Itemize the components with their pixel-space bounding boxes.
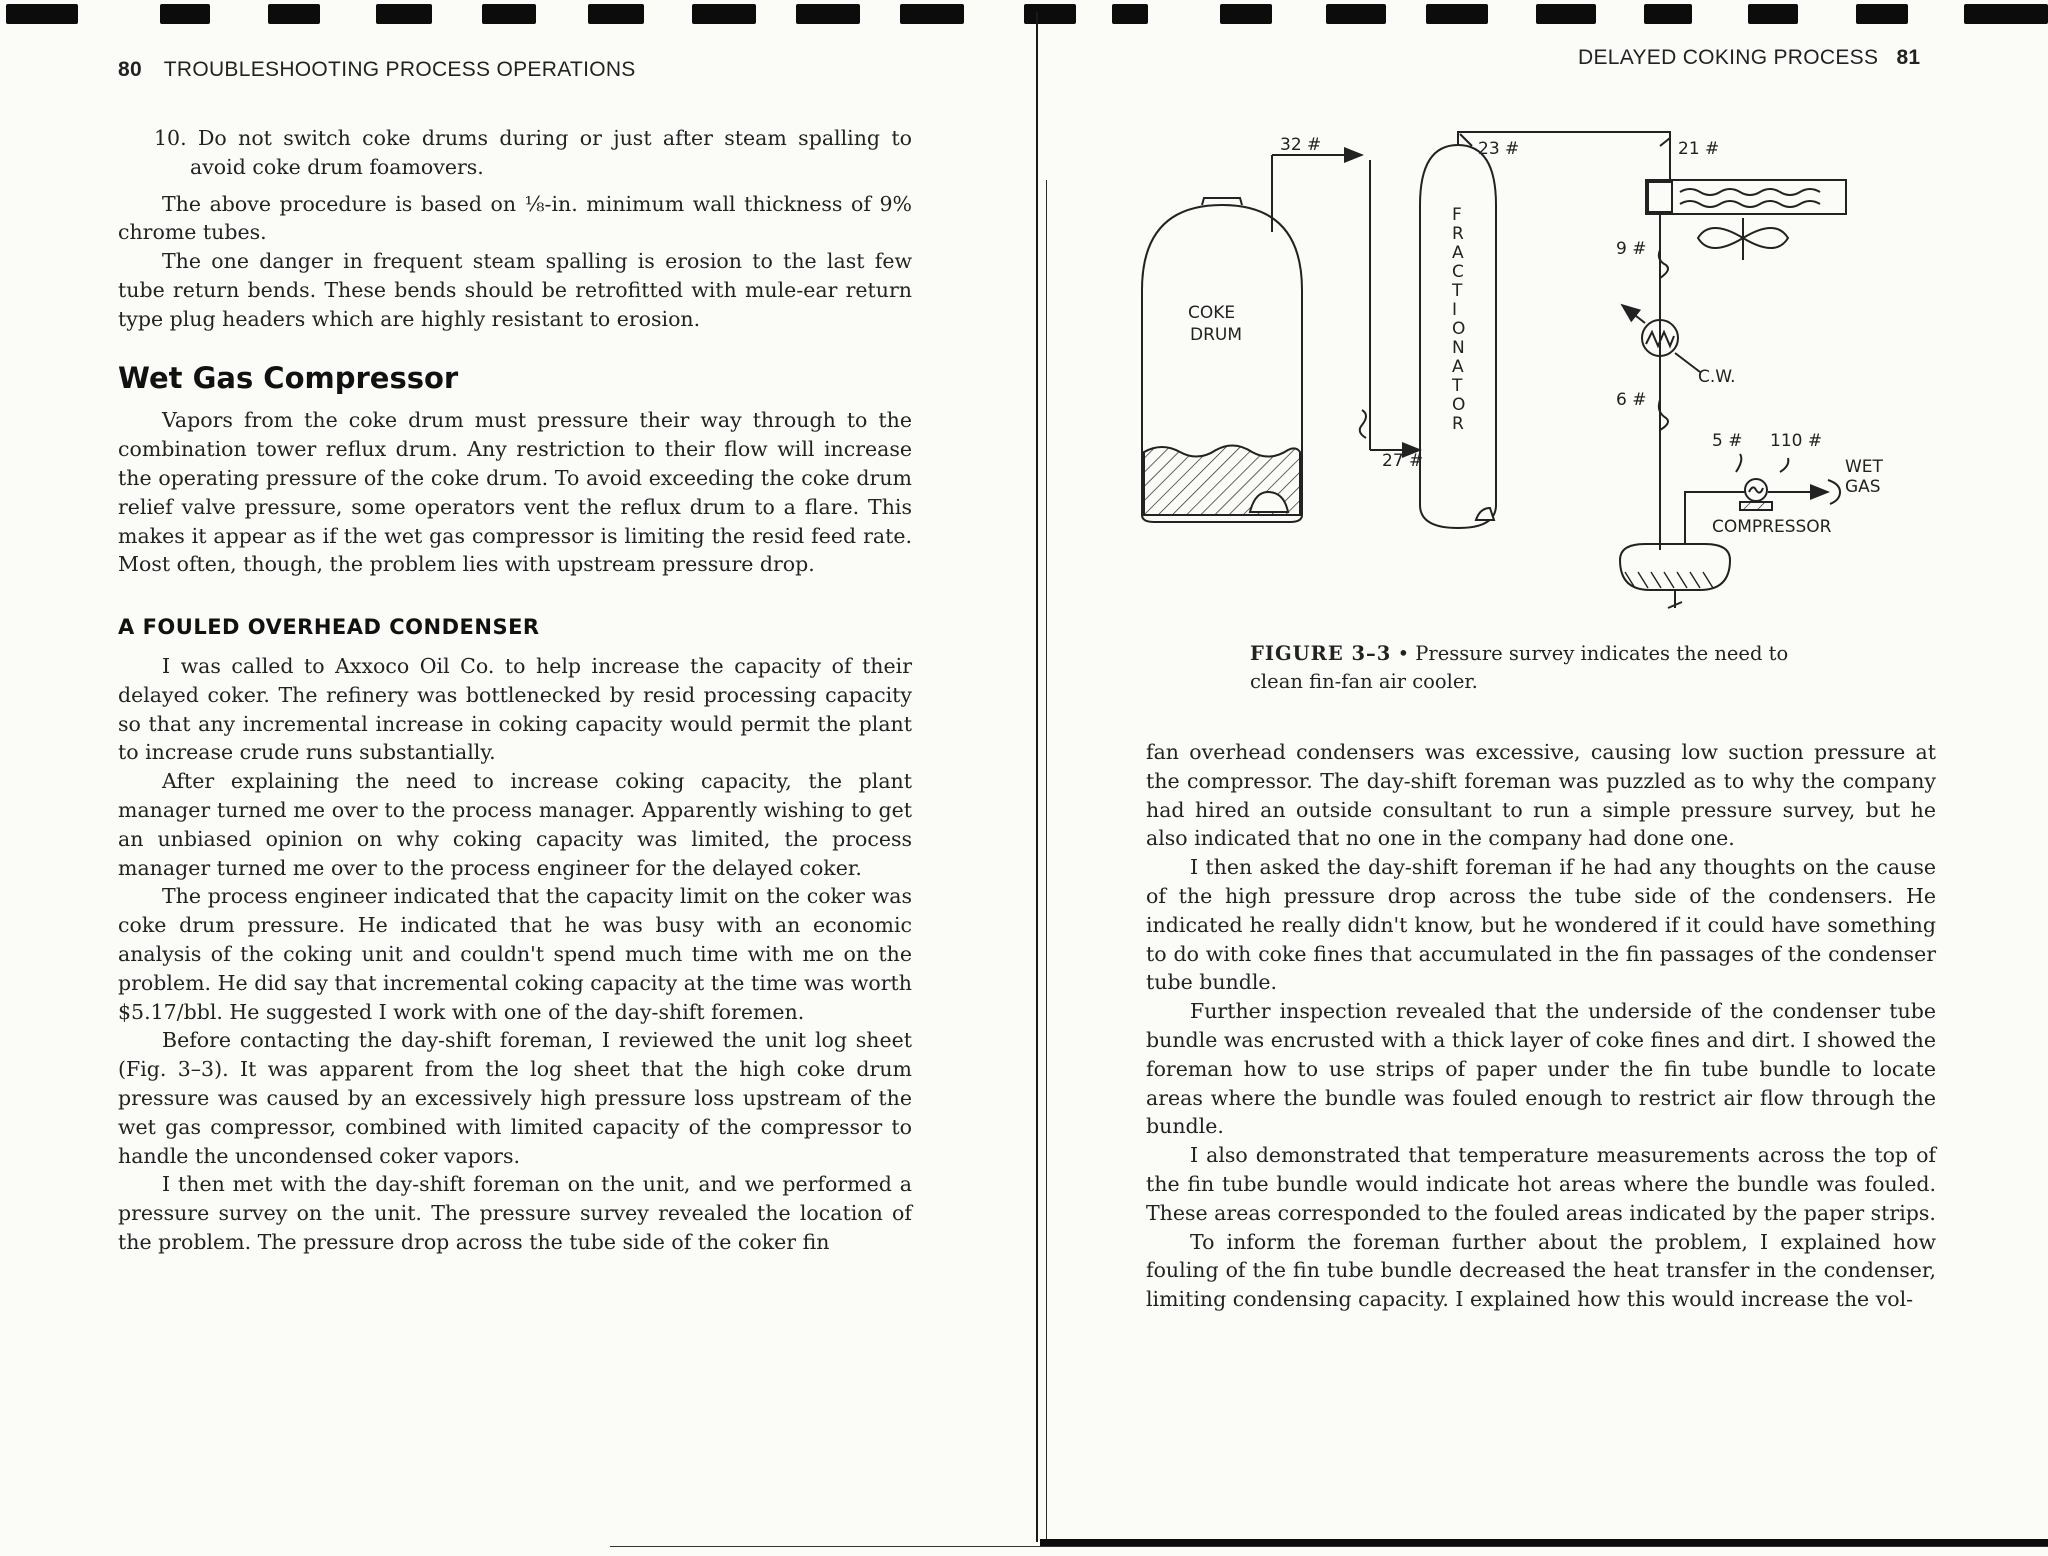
figure-caption [1250,640,1840,696]
paragraph: The above procedure is based on ⅛-in. minimum wall thickness of 9% chrome tubes. [118,191,912,245]
page-number-left: 80 [118,58,142,81]
coke-drum [1142,198,1302,522]
running-head-left [118,58,636,82]
paragraph: I then met with the day-shift foreman on the unit, and we performed a pressure survey on the unit. The pressure survey revealed the location of the problem. The pressure drop across the tube side of the coker fin [118,1172,912,1254]
bottom-edge-rule [1040,1539,2048,1546]
paragraph: After explaining the need to increase coking capacity, the plant manager turned me over to the process manager. Apparently wishing to get an unbiased opinion on why coking capacity was limited, the process manager turned me over to the process engineer for the delayed coker. [118,769,912,880]
gutter-line-secondary [1046,180,1047,1540]
paragraph: Vapors from the coke drum must pressure their way through to the combination tower reflux drum. Any restriction to their flow will increase the operating pressure of the coke drum. To avoid exceeding the coke drum relief valve pressure, some operators vent the reflux drum to a flare. This makes it appear as if the wet gas compressor is limiting the resid feed rate. Most often, though, the problem lies with upstream pressure drop. [118,408,912,577]
running-head-left-title: TROUBLESHOOTING PROCESS OPERATIONS [163,58,636,81]
pressure-6: 6 # [1616,390,1647,410]
pressure-32: 32 # [1280,135,1322,155]
compressor [1740,479,1772,510]
fractionator-letter: R [1452,414,1464,434]
label-compressor: COMPRESSOR [1712,517,1832,537]
section-heading-wet-gas-compressor: Wet Gas Compressor [118,360,459,395]
fractionator-letter: F [1452,205,1462,225]
left-page-body [118,124,912,1257]
pressure-110: 110 # [1770,431,1823,451]
subsection-heading-fouled-condenser: A FOULED OVERHEAD CONDENSER [118,615,540,640]
gutter-line [1036,12,1038,1542]
fractionator-letter: O [1452,319,1466,339]
running-head-right [1578,46,1920,70]
fractionator-letter: C [1452,262,1464,282]
fractionator-label [1451,205,1465,434]
list-item-10: 10. Do not switch coke drums during or just after steam spalling to avoid coke drum foamovers. [154,126,912,179]
pressure-23: 23 # [1478,139,1520,159]
reflux-drum [1620,544,1730,608]
paragraph: fan overhead condensers was excessive, causing low suction pressure at the compressor. The day-shift foreman was puzzled as to why the company had hired an outside consultant to run a simple pressure survey, but he also indicated that no one in the company had done one. [1146,740,1936,851]
paragraph: To inform the foreman further about the problem, I explained how fouling of the fin tube bundle decreased the heat transfer in the condenser, limiting condensing capacity. I explained how this would increase the vol- [1146,1229,1936,1312]
fractionator-letter: O [1452,395,1466,415]
paragraph: Before contacting the day-shift foreman, I reviewed the unit log sheet (Fig. 3–3). It was apparent from the log sheet that the high coke drum pressure was caused by an excessively high pressure loss upstream of the wet gas compressor, combined with limited capacity of the compressor to handle the uncondensed coker vapors. [118,1028,912,1168]
figure-3-3-diagram [1100,120,1960,640]
paragraph: The process engineer indicated that the capacity limit on the coker was coke drum pressure. He indicated that he was busy with an economic analysis of the coking unit and couldn't spend much time with me on the problem. He did say that incremental coking capacity at the time was worth $5.17/bbl. He suggested I work with one of the day-shift foremen. [118,884,912,1024]
fractionator-letter: R [1452,224,1464,244]
fractionator-letter: N [1452,338,1465,358]
running-head-right-title: DELAYED COKING PROCESS [1578,46,1879,69]
process-flow-diagram [1100,120,1960,640]
paragraph: I was called to Axxoco Oil Co. to help increase the capacity of their delayed coker. The refinery was bottlenecked by resid processing capacity so that any incremental increase in coking capacity would permit the plant to increase crude runs substantially. [118,653,912,765]
paragraph: I also demonstrated that temperature measurements across the top of the fin tube bundle would indicate hot areas where the bundle was fouled. These areas corresponded to the fouled areas indicated by the paper strips. [1146,1143,1936,1225]
figure-caption-id: FIGURE 3–3 [1250,642,1392,665]
pressure-9: 9 # [1616,239,1647,259]
fin-fan-air-cooler [1646,180,1846,260]
fractionator-letter: T [1452,281,1463,301]
figure-caption-text: • Pressure survey indicates the need to clean fin-fan air cooler. [1250,642,1789,693]
right-page-body [1146,738,1936,1314]
paragraph: I then asked the day-shift foreman if he had any thoughts on the cause of the high pressure drop across the tube side of the condensers. He indicated he really didn't know, but he wondered if it could have something to do with coke fines that accumulated in the fin passages of the condenser tube bundle. [1146,855,1936,995]
page-number-right: 81 [1896,46,1921,69]
pressure-21: 21 # [1678,139,1720,159]
label-drum: DRUM [1190,325,1243,345]
label-coke: COKE [1188,303,1236,323]
pressure-27: 27 # [1382,451,1424,471]
paragraph: The one danger in frequent steam spalling is erosion to the last few tube return bends. These bends should be retrofitted with mule-ear return type plug headers which are highly resistant to erosion. [118,249,912,331]
fractionator-letter: A [1452,243,1464,263]
fractionator-letter: I [1452,300,1458,320]
fractionator-letter: T [1452,376,1463,396]
bottom-edge-thin-rule [610,1546,2048,1547]
label-cw: C.W. [1698,367,1736,387]
paragraph: Further inspection revealed that the underside of the condenser tube bundle was encrusted with a thick layer of coke fines and dirt. I showed the foreman how to use strips of paper under the fin tube bundle to locate areas where the bundle was fouled enough to restrict air flow through the bundle. [1146,999,1936,1139]
label-wet: WET [1845,457,1883,477]
fractionator-letter: A [1452,357,1464,377]
label-gas: GAS [1845,477,1881,497]
pressure-5: 5 # [1712,431,1743,451]
binding-strip [0,0,2048,26]
